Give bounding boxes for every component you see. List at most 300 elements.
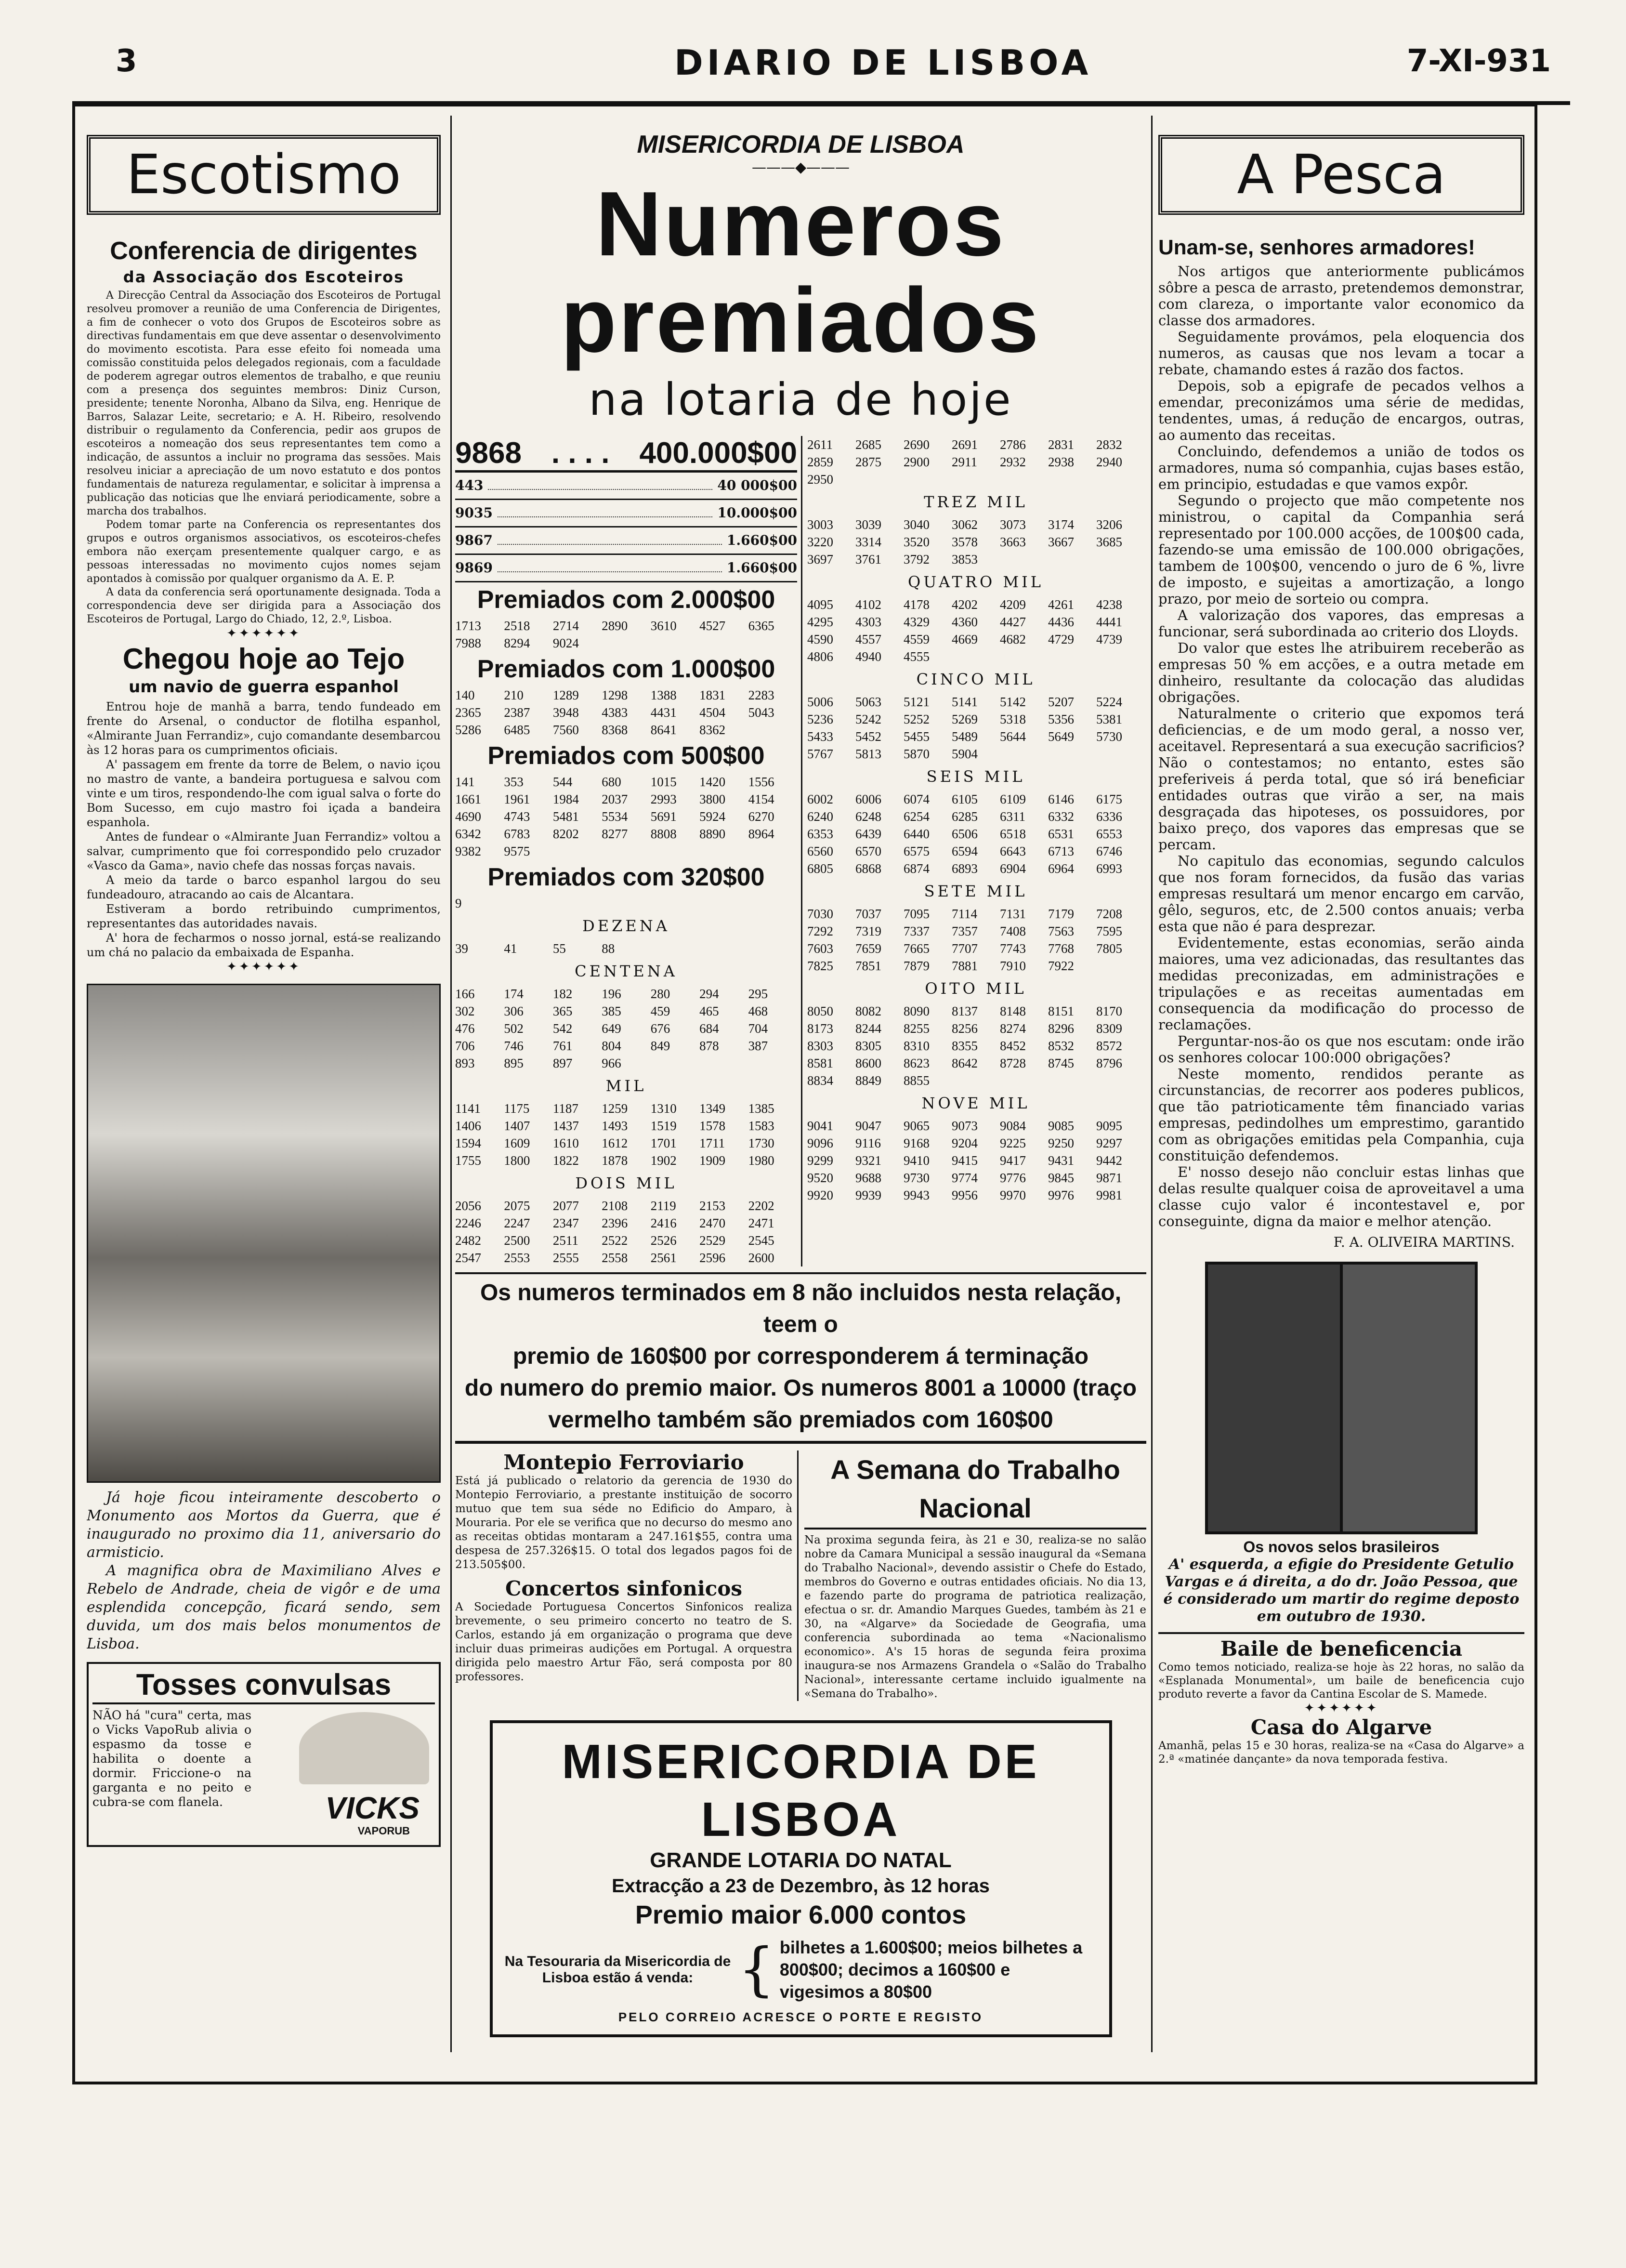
lottery-number: 895 bbox=[504, 1056, 524, 1070]
lottery-number: 9970 bbox=[1000, 1188, 1026, 1202]
lottery-number: 6353 bbox=[807, 827, 833, 841]
lottery-number: 39 bbox=[455, 941, 468, 956]
lottery-number: 468 bbox=[748, 1004, 768, 1018]
lottery-number: 9845 bbox=[1048, 1171, 1074, 1185]
lottery-number: 9976 bbox=[1048, 1188, 1074, 1202]
lottery-number: 4806 bbox=[807, 649, 833, 664]
lottery-number: 8274 bbox=[1000, 1021, 1026, 1036]
prize-row bbox=[455, 555, 797, 582]
lottery-number: 9250 bbox=[1048, 1136, 1074, 1150]
number-grid bbox=[807, 791, 1144, 877]
paragraph: A meio da tarde o barco espanhol largou do seu fundeadouro, atracando ao cais de Alcantara. bbox=[87, 873, 441, 901]
lottery-number: 2690 bbox=[904, 437, 930, 452]
lottery-number: 3520 bbox=[904, 535, 930, 549]
lottery-number: 6570 bbox=[855, 844, 881, 858]
lottery-number: 9417 bbox=[1000, 1153, 1026, 1168]
lottery-number: 5455 bbox=[904, 729, 930, 744]
lottery-number: 365 bbox=[552, 1004, 573, 1018]
article-title: Concertos sinfonicos bbox=[505, 1577, 743, 1600]
newspaper-title: DIARIO DE LISBOA bbox=[674, 42, 1092, 83]
lottery-number: 7665 bbox=[904, 941, 930, 956]
paragraph: A' passagem em frente da torre de Belem, o navio içou no mastro de vante, a bandeira portuguesa e salvou com vinte e um tiros, respondendo-lhe com igual salva o forte do Bom Sucesso, em cujo mastro foi içada a bandeira espanhola. bbox=[87, 758, 441, 829]
lottery-number: 2526 bbox=[650, 1233, 677, 1248]
lottery-number: 3003 bbox=[807, 517, 833, 532]
lottery-number: 1556 bbox=[748, 775, 774, 789]
lottery-number: 5006 bbox=[807, 695, 833, 709]
lottery-number: 6993 bbox=[1096, 861, 1122, 876]
lottery-number: 8173 bbox=[807, 1021, 833, 1036]
ad-title: Tosses convulsas bbox=[92, 1668, 435, 1704]
lottery-number: 4590 bbox=[807, 632, 833, 646]
separator bbox=[1158, 1632, 1524, 1634]
section-heading-escotismo: Escotismo bbox=[87, 135, 441, 215]
lottery-number: 8202 bbox=[552, 827, 579, 841]
prize-row bbox=[455, 500, 797, 527]
lottery-number: 2611 bbox=[807, 437, 833, 452]
article-title: Conferencia de dirigentes bbox=[110, 237, 418, 265]
lottery-number: 476 bbox=[455, 1021, 475, 1036]
lottery-number: 7881 bbox=[952, 959, 978, 973]
lottery-number: 5452 bbox=[855, 729, 881, 744]
lottery-number: 9297 bbox=[1096, 1136, 1122, 1150]
lottery-number: 2786 bbox=[1000, 437, 1026, 452]
lottery-number: 6531 bbox=[1048, 827, 1074, 841]
notice-rule bbox=[455, 1441, 1146, 1444]
lottery-number: 1015 bbox=[650, 775, 677, 789]
lottery-number: 8303 bbox=[807, 1039, 833, 1053]
lottery-number: 1661 bbox=[455, 792, 481, 806]
lottery-number: 649 bbox=[602, 1021, 621, 1036]
lottery-number: 5481 bbox=[552, 809, 579, 824]
lottery-number: 9776 bbox=[1000, 1171, 1026, 1185]
lottery-number: 8572 bbox=[1096, 1039, 1122, 1053]
lottery-number: 2691 bbox=[952, 437, 978, 452]
lottery-number: 7805 bbox=[1096, 941, 1122, 956]
lottery-number: 6240 bbox=[807, 809, 833, 824]
column-rule-right bbox=[1151, 116, 1153, 2052]
prize-number: 9869 bbox=[455, 560, 493, 576]
lottery-number: 6074 bbox=[904, 792, 930, 806]
lottery-number: 6506 bbox=[952, 827, 978, 841]
lottery-number: 6006 bbox=[855, 792, 881, 806]
lottery-number: 5644 bbox=[1000, 729, 1026, 744]
article-body bbox=[87, 289, 441, 626]
stamp-vargas bbox=[1206, 1263, 1341, 1533]
paragraph: Antes de fundear o «Almirante Juan Ferrandiz» voltou a salvar, cumprimento que foi correspondido pelo cruzador «Vasco da Gama», navio chefe das nossas forças navais. bbox=[87, 830, 441, 872]
lottery-number: 9442 bbox=[1096, 1153, 1122, 1168]
lottery-number: 2500 bbox=[504, 1233, 530, 1248]
section-title: SEIS MIL bbox=[926, 767, 1025, 786]
lottery-number: 2119 bbox=[650, 1199, 676, 1213]
lottery-number: 1310 bbox=[650, 1101, 677, 1116]
lottery-number: 3073 bbox=[1000, 517, 1026, 532]
prize-row bbox=[455, 473, 797, 500]
lottery-number: 6805 bbox=[807, 861, 833, 876]
lottery-number: 4178 bbox=[904, 597, 930, 612]
lottery-number: 8309 bbox=[1096, 1021, 1122, 1036]
paragraph: A Direcção Central da Associação dos Escoteiros de Portugal resolveu promover a reunião de uma Conferencia de Dirigentes, a fim de conhecer o voto dos Grupos de Escoteiros sobre as directivas fundamentais em que deve assentar o desenvolvimento do movimento escotista. Para esse efeito foi nomeada uma comissão constituida pelos delegados regionais, com a faculdade de poderem agregar outros elementos de trabalho, e que reuniu com a presença dos seguintes membros: Diniz Curson, presidente; tenente Noronha, Albano da Silva, eng. Henrique de Barros, Salazar Leite, secretario; e A. H. Ribeiro, resolvendo distribuir o regulamento da Conferencia, pedir aos grupos de escoteiros a nomeação dos seus representantes tem como a indicação, de assuntos a incluir no programa das sessões. Mais resolveu iniciar a apreciação de um novo estatuto e dos pontos fundamentais de natureza regulamentar, e solicitar à imprensa a publicação das noticias que lhe enviará periodicamente, sobre a marcha dos trabalhos. bbox=[87, 290, 441, 517]
paragraph: Segundo o projecto que mão competente nos ministrou, o capital da Companhia será representado por 100.000 acções, de 100$00 cada, fazendo-se uma emissão de 100.000 obrigações, tambem de 100$00, vencendo o juro de 6 %, livre de imposto, e sujeitas a amortização, a longo prazo, por meio de sorteio ou compra. bbox=[1158, 492, 1524, 607]
lottery-number: 8623 bbox=[904, 1056, 930, 1070]
section-title: SETE MIL bbox=[924, 882, 1028, 900]
lottery-number: 2600 bbox=[748, 1251, 774, 1265]
lottery-number: 7208 bbox=[1096, 907, 1122, 921]
lottery-number: 2993 bbox=[650, 792, 677, 806]
lottery-number: 7879 bbox=[904, 959, 930, 973]
notice-line: premio de 160$00 por corresponderem á terminação bbox=[512, 1344, 1089, 1369]
lottery-number: 3663 bbox=[1000, 535, 1026, 549]
top-prize-dots: . . . . bbox=[551, 436, 610, 470]
lottery-number: 2545 bbox=[748, 1233, 774, 1248]
lottery-number: 1909 bbox=[699, 1153, 726, 1168]
lottery-number: 9073 bbox=[952, 1119, 978, 1133]
article-body bbox=[87, 699, 441, 960]
lottery-number: 1259 bbox=[602, 1101, 628, 1116]
lottery-number: 2553 bbox=[504, 1251, 530, 1265]
lottery-number: 9981 bbox=[1096, 1188, 1122, 1202]
lottery-number: 1406 bbox=[455, 1119, 481, 1133]
lottery-number: 2685 bbox=[855, 437, 881, 452]
lottery-number: 4383 bbox=[602, 705, 628, 720]
lottery-number: 706 bbox=[455, 1039, 475, 1053]
lottery-number: 4095 bbox=[807, 597, 833, 612]
lottery-number: 804 bbox=[602, 1039, 621, 1053]
lottery-number: 1701 bbox=[650, 1136, 677, 1150]
stamp-pessoa bbox=[1341, 1263, 1476, 1533]
lottery-number: 966 bbox=[602, 1056, 621, 1070]
lottery-number: 6713 bbox=[1048, 844, 1074, 858]
lottery-number: 1349 bbox=[699, 1101, 726, 1116]
number-sections-left bbox=[455, 912, 797, 1266]
lottery-number: 542 bbox=[552, 1021, 573, 1036]
ad-sales-place: Na Tesouraria da Misericordia de Lisboa estão á venda: bbox=[504, 1953, 731, 1986]
paragraph: Estiveram a bordo retribuindo cumprimentos, representantes das autoridades navais. bbox=[87, 902, 441, 930]
lottery-number: 9520 bbox=[807, 1171, 833, 1185]
lottery-number: 4436 bbox=[1048, 615, 1074, 629]
lottery-number: 2470 bbox=[699, 1216, 726, 1230]
lottery-number: 4441 bbox=[1096, 615, 1122, 629]
prize-leader bbox=[498, 544, 722, 545]
lottery-number: 1612 bbox=[602, 1136, 628, 1150]
lottery-number: 5356 bbox=[1048, 712, 1074, 726]
section-title: CENTENA bbox=[575, 962, 678, 980]
lottery-number: 9943 bbox=[904, 1188, 930, 1202]
section-title: OITO MIL bbox=[925, 979, 1027, 998]
notice-line: vermelho também são premiados com 160$00 bbox=[548, 1407, 1053, 1433]
lottery-number: 8310 bbox=[904, 1039, 930, 1053]
paragraph: Evidentemente, estas economias, serão ainda maiores, uma vez adicionadas, das resultantes das medidas preconizadas, em administrações e tripulações e as receitas aumentadas em consequencia da modificação do processo de reclamações. bbox=[1158, 935, 1524, 1033]
montepio-concertos bbox=[455, 1450, 799, 1701]
article-title: Unam-se, senhores armadores! bbox=[1158, 236, 1475, 259]
lottery-number: 8600 bbox=[855, 1056, 881, 1070]
number-grid bbox=[807, 596, 1144, 665]
lottery-number: 676 bbox=[650, 1021, 670, 1036]
lottery-number: 5269 bbox=[952, 712, 978, 726]
section-title: TREZ MIL bbox=[924, 493, 1028, 511]
lottery-number: 1822 bbox=[552, 1153, 579, 1168]
paragraph: Perguntar-nos-ão os que nos escutam: onde irão os senhores colocar 100:000 obrigações? bbox=[1158, 1033, 1524, 1066]
lottery-number: 2283 bbox=[748, 688, 774, 702]
lottery-number: 6175 bbox=[1096, 792, 1122, 806]
lottery-number: 4329 bbox=[904, 615, 930, 629]
number-grid bbox=[455, 985, 797, 1072]
lottery-number: 294 bbox=[699, 987, 719, 1001]
natal-lottery-ad bbox=[490, 1720, 1112, 2037]
lottery-number: 502 bbox=[504, 1021, 524, 1036]
lottery-number: 1902 bbox=[650, 1153, 677, 1168]
lottery-number: 3761 bbox=[855, 552, 881, 567]
lottery-number: 1388 bbox=[650, 688, 677, 702]
lottery-number: 2832 bbox=[1096, 437, 1122, 452]
lottery-number: 2077 bbox=[552, 1199, 579, 1213]
lottery-number: 5649 bbox=[1048, 729, 1074, 744]
lottery-number: 4739 bbox=[1096, 632, 1122, 646]
prize-leader bbox=[498, 516, 712, 517]
lottery-number: 6146 bbox=[1048, 792, 1074, 806]
lottery-number: 465 bbox=[699, 1004, 719, 1018]
lottery-number: 2859 bbox=[807, 455, 833, 469]
lottery-number: 2555 bbox=[552, 1251, 579, 1265]
number-grid bbox=[455, 617, 797, 652]
ad-prize: Premio maior 6.000 contos bbox=[635, 1900, 967, 1929]
lottery-number: 2153 bbox=[699, 1199, 726, 1213]
paragraph: Neste momento, rendidos perante as circunstancias, de recorrer aos poderes publicos, que tão patrioticamente têm financiado varias empresas, pedindolhes um emprestimo, garantido com as obrigações emitidas pela Companhia, cuja constituição defendemos. bbox=[1158, 1066, 1524, 1164]
lottery-number: 9575 bbox=[504, 844, 530, 858]
section-title: QUATRO MIL bbox=[907, 573, 1044, 591]
lottery-number: 1493 bbox=[602, 1119, 628, 1133]
notice-line: Os numeros terminados em 8 não incluidos nesta relação, teem o bbox=[480, 1280, 1122, 1337]
lottery-number: 387 bbox=[748, 1039, 768, 1053]
lottery-number: 5813 bbox=[855, 747, 881, 761]
lottery-number: 141 bbox=[455, 775, 475, 789]
lottery-number: 4209 bbox=[1000, 597, 1026, 612]
lottery-number: 8082 bbox=[855, 1004, 881, 1018]
lottery-number: 2900 bbox=[904, 455, 930, 469]
results-area bbox=[455, 436, 1146, 1266]
lottery-number: 4559 bbox=[904, 632, 930, 646]
lottery-number: 6248 bbox=[855, 809, 881, 824]
lottery-number: 8296 bbox=[1048, 1021, 1074, 1036]
lottery-number: 3578 bbox=[952, 535, 978, 549]
lottery-number: 7595 bbox=[1096, 924, 1122, 938]
center-column bbox=[455, 130, 1146, 2052]
lottery-number: 2471 bbox=[748, 1216, 774, 1230]
semana-article bbox=[804, 1450, 1146, 1701]
lottery-number: 3853 bbox=[952, 552, 978, 567]
paragraph: Do valor que estes lhe atribuirem receberão as empresas 50 % em acções, e a outra metade em dinheiro, resultante da colocação das aludidas obrigações. bbox=[1158, 640, 1524, 705]
lottery-number: 2347 bbox=[552, 1216, 579, 1230]
lottery-number: 5730 bbox=[1096, 729, 1122, 744]
lottery-number: 9065 bbox=[904, 1119, 930, 1133]
article-body bbox=[1158, 263, 1524, 1229]
ad-sales-prices: bilhetes a 1.600$00; meios bilhetes a 800$00; decimos a 160$00 e vigesimos a 80$00 bbox=[779, 1938, 1083, 2002]
paragraph: Naturalmente o criterio que expomos terá deficiencias, e de um modo geral, a nosso ver, aceitavel. Representará a sua execução sacrificios? Não o contestamos; no entanto, estes são preferiveis á perda total, que só irá beneficiar entidades outras que virão a ser, na mais desgraçada das hipoteses, os possuidores, por baixo preço, dos vapores das empresas que se percam. bbox=[1158, 705, 1524, 853]
lottery-number: 9871 bbox=[1096, 1171, 1122, 1185]
lottery-number: 3062 bbox=[952, 517, 978, 532]
lottery-number: 1961 bbox=[504, 792, 530, 806]
lottery-number: 5767 bbox=[807, 747, 833, 761]
lottery-number: 5534 bbox=[602, 809, 628, 824]
paragraph: Concluindo, defendemos a união de todos os armadores, numa só companhia, cujas bases estão, em principio, estudadas e que vamos expôr. bbox=[1158, 443, 1524, 492]
lottery-number: 2416 bbox=[650, 1216, 677, 1230]
lottery-number: 1385 bbox=[748, 1101, 774, 1116]
section-title: NOVE MIL bbox=[921, 1094, 1030, 1112]
lottery-number: 2561 bbox=[650, 1251, 677, 1265]
lottery-number: 1610 bbox=[552, 1136, 579, 1150]
lottery-number: 2522 bbox=[602, 1233, 628, 1248]
prize-leader bbox=[488, 489, 712, 490]
lottery-number: 2511 bbox=[552, 1233, 578, 1248]
caption-line: Já hoje ficou inteiramente descoberto o Monumento aos Mortos da Guerra, que é inaugurado no proximo dia 11, aniversario do armisticio. bbox=[87, 1489, 441, 1561]
lottery-number: 8050 bbox=[807, 1004, 833, 1018]
article-body: Como temos noticiado, realiza-se hoje às 22 horas, no salão da «Esplanada Monumental», um baile de beneficencia cujo produto reverte a favor da Cantina Escolar de S. Mamede. bbox=[1158, 1661, 1524, 1701]
lottery-number: 893 bbox=[455, 1056, 475, 1070]
lottery-number: 1730 bbox=[748, 1136, 774, 1150]
lottery-number: 2547 bbox=[455, 1251, 481, 1265]
lottery-number: 2938 bbox=[1048, 455, 1074, 469]
lottery-number: 8581 bbox=[807, 1056, 833, 1070]
lottery-number: 1878 bbox=[602, 1153, 628, 1168]
lottery-number: 88 bbox=[602, 941, 615, 956]
section-title: DOIS MIL bbox=[575, 1174, 677, 1192]
lottery-number: 9956 bbox=[952, 1188, 978, 1202]
lottery-number: 8728 bbox=[1000, 1056, 1026, 1070]
top-prize-number: 9868 bbox=[455, 436, 522, 470]
lottery-number: 8256 bbox=[952, 1021, 978, 1036]
lottery-number: 8849 bbox=[855, 1073, 881, 1088]
lottery-number: 174 bbox=[504, 987, 524, 1001]
section-title: MIL bbox=[605, 1077, 647, 1095]
lottery-number: 1407 bbox=[504, 1119, 530, 1133]
lottery-number: 7131 bbox=[1000, 907, 1026, 921]
lottery-number: 5224 bbox=[1096, 695, 1122, 709]
stamps-caption: A' esquerda, a efigie do Presidente Getulio Vargas e á direita, a do dr. João Pessoa, que é considerado um martir do regime deposto em outubro de 1930. bbox=[1163, 1556, 1520, 1625]
article-body: A Sociedade Portuguesa Concertos Sinfonicos realiza brevemente, o seu primeiro concerto no teatro de S. Carlos, estando já em organização o programa que deve incluir duas primeiras audições em Portugal. A orquestra dirigida pelo maestro Artur Fão, será composta por 80 professores. bbox=[455, 1601, 792, 1683]
lottery-number: 4504 bbox=[699, 705, 726, 720]
lottery-number: 5904 bbox=[952, 747, 978, 761]
lottery-number: 2558 bbox=[602, 1251, 628, 1265]
lottery-number: 8642 bbox=[952, 1056, 978, 1070]
lottery-number: 6553 bbox=[1096, 827, 1122, 841]
prize-list bbox=[455, 473, 797, 582]
lottery-number: 8355 bbox=[952, 1039, 978, 1053]
lottery-number: 7037 bbox=[855, 907, 881, 921]
lottery-number: 8452 bbox=[1000, 1039, 1026, 1053]
lottery-number: 6575 bbox=[904, 844, 930, 858]
lottery-number: 140 bbox=[455, 688, 475, 702]
top-prize-amount: 400.000$00 bbox=[639, 436, 797, 470]
number-grid bbox=[807, 516, 1144, 568]
notice-rule bbox=[455, 1272, 1146, 1274]
article-title: A Semana do Trabalho Nacional bbox=[804, 1450, 1146, 1530]
monument-photo bbox=[87, 984, 441, 1483]
lottery-number: 7563 bbox=[1048, 924, 1074, 938]
lottery-number: 8834 bbox=[807, 1073, 833, 1088]
prize-group-title: Premiados com 1.000$00 bbox=[477, 655, 775, 683]
prize-number: 9867 bbox=[455, 532, 493, 548]
lottery-number: 7851 bbox=[855, 959, 881, 973]
number-grid bbox=[455, 1100, 797, 1169]
lottery-number: 8170 bbox=[1096, 1004, 1122, 1018]
article-body: Na proxima segunda feira, às 21 e 30, realiza-se no salão nobre da Camara Municipal a sessão inaugural da «Semana do Trabalho Nacional», devendo assistir o Chefe do Estado, membros do Governo e outras entidades oficiais. No dia 13, e fazendo parte do programa de patriotica realização, efectua o sr. dr. Amandio Marques Guedes, também às 21 e 30, na «Algarve» da Sociedade de Geografia, uma conferencia subordinada ao tema «Nacionalismo economico». A's 15 horas de segunda feira proxima inaugura-se nos Armazens Grandela o «Salão do Trabalho Nacional», interessante certame incluido igualmente na «Semana do Trabalho». bbox=[804, 1534, 1146, 1700]
lottery-number: 2831 bbox=[1048, 437, 1074, 452]
paragraph: Nos artigos que anteriormente publicámos sôbre a pesca de arrasto, pretendemos demonstrar, com clareza, o importante valor economico da classe dos armadores. bbox=[1158, 263, 1524, 329]
lottery-number: 7988 bbox=[455, 636, 481, 650]
lottery-number: 5252 bbox=[904, 712, 930, 726]
lottery-number: 2932 bbox=[1000, 455, 1026, 469]
lottery-number: 5318 bbox=[1000, 712, 1026, 726]
lottery-number: 2108 bbox=[602, 1199, 628, 1213]
lottery-kicker: MISERICORDIA DE LISBOA bbox=[637, 131, 965, 158]
prize-group-title: Premiados com 320$00 bbox=[487, 863, 765, 891]
lottery-number: 6105 bbox=[952, 792, 978, 806]
lottery-number: 55 bbox=[552, 941, 566, 956]
lottery-number: 9299 bbox=[807, 1153, 833, 1168]
lottery-number: 6342 bbox=[455, 827, 481, 841]
page-number: 3 bbox=[116, 43, 137, 79]
lottery-number: 2596 bbox=[699, 1251, 726, 1265]
lottery-number: 4555 bbox=[904, 649, 930, 664]
lottery-number: 9085 bbox=[1048, 1119, 1074, 1133]
lottery-number: 1713 bbox=[455, 619, 481, 633]
lottery-number: 2482 bbox=[455, 1233, 481, 1248]
lottery-number: 9225 bbox=[1000, 1136, 1026, 1150]
lottery-number: 5489 bbox=[952, 729, 978, 744]
lottery-number: 459 bbox=[650, 1004, 670, 1018]
lottery-number: 3667 bbox=[1048, 535, 1074, 549]
number-grid bbox=[807, 436, 1144, 488]
lottery-number: 6874 bbox=[904, 861, 930, 876]
left-column bbox=[87, 135, 441, 2052]
lottery-number: 3206 bbox=[1096, 517, 1122, 532]
lottery-number: 761 bbox=[552, 1039, 573, 1053]
lottery-number: 9939 bbox=[855, 1188, 881, 1202]
lottery-number: 306 bbox=[504, 1004, 524, 1018]
lottery-number: 8090 bbox=[904, 1004, 930, 1018]
vicks-ad bbox=[87, 1662, 441, 1847]
lottery-number: 8796 bbox=[1096, 1056, 1122, 1070]
right-column bbox=[1158, 135, 1524, 2052]
notice-line: do numero do premio maior. Os numeros 8001 a 10000 (traço bbox=[464, 1375, 1137, 1401]
lottery-number: 4238 bbox=[1096, 597, 1122, 612]
separator: ✦✦✦✦✦✦ bbox=[1304, 1701, 1379, 1715]
lottery-number: 746 bbox=[504, 1039, 524, 1053]
paragraph: No capitulo das economias, segundo calculos que nos foram fornecidos, da fusão das varias empresas resultará um menor encargo em carvão, gêlo, seguros, etc, de 2.500 contos anuais; verba esta que não é para desprezar. bbox=[1158, 853, 1524, 935]
article-title: Chegou hoje ao Tejo bbox=[122, 643, 405, 675]
lottery-number: 4682 bbox=[1000, 632, 1026, 646]
subhead: na lotaria de hoje bbox=[589, 374, 1013, 425]
lottery-number: 2365 bbox=[455, 705, 481, 720]
ad-text: NÃO há "cura" certa, mas o Vicks VapoRub alivia o espasmo da tosse e habilita o doente a dormir. Friccione-o na garganta e no peito e cubra-se com flanela. bbox=[92, 1708, 251, 1809]
prize-group-title: Premiados com 500$00 bbox=[487, 742, 765, 770]
paragraph: A data da conferencia será oportunamente designada. Toda a correspondencia deve ser dirigida para a Associação dos Escoteiros de Portugal, Largo do Chiado, 12, 2.º, Lisboa. bbox=[87, 586, 441, 625]
lottery-number: 4202 bbox=[952, 597, 978, 612]
lottery-number: 2911 bbox=[952, 455, 977, 469]
lottery-number: 7408 bbox=[1000, 924, 1026, 938]
lottery-number: 9204 bbox=[952, 1136, 978, 1150]
lottery-number: 9024 bbox=[552, 636, 579, 650]
lottery-number: 3314 bbox=[855, 535, 881, 549]
lottery-number: 4154 bbox=[748, 792, 774, 806]
lottery-number: 7922 bbox=[1048, 959, 1074, 973]
lottery-number: 2950 bbox=[807, 472, 833, 487]
lottery-number: 166 bbox=[455, 987, 475, 1001]
lottery-number: 5381 bbox=[1096, 712, 1122, 726]
number-grid bbox=[807, 1117, 1144, 1204]
issue-date: 7-XI-931 bbox=[1406, 43, 1551, 79]
lottery-number: 1141 bbox=[455, 1101, 481, 1116]
lottery-number: 7114 bbox=[952, 907, 977, 921]
